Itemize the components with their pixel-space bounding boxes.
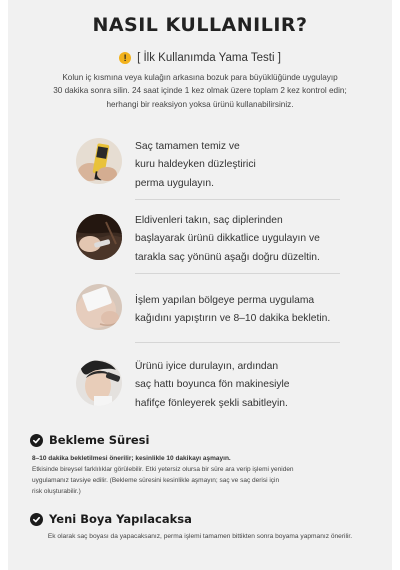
hair-root-application-image	[76, 214, 122, 260]
step-line: perma uygulayın.	[135, 177, 214, 189]
detail-line: Etkisinde bireysel farklılıklar görülebilir. Etki yetersiz olursa bir süre ara verip işlemi yeniden	[32, 466, 294, 473]
product-tube-image	[76, 138, 122, 184]
step-line: kağıdını yapıştırın ve 8–10 dakika bekletin.	[135, 313, 331, 325]
intro-line: Kolun iç kısmına veya kulağın arkasına bozuk para büyüklüğünde uygulayıp	[62, 73, 338, 82]
divider	[135, 199, 340, 200]
blow-dry-image	[76, 360, 122, 406]
perm-paper-image	[76, 284, 122, 330]
intro-line: 30 dakika sonra silin. 24 saat içinde 1 kez olmak üzere toplam 2 kez kontrol edin;	[53, 86, 347, 96]
waiting-time-details	[32, 465, 372, 497]
step-line: Ürünü iyice durulayın, ardından	[135, 361, 279, 372]
step-line: Saç tamamen temiz ve	[135, 141, 240, 152]
check-circle-icon	[30, 434, 43, 447]
step-line: kuru haldeyken düzleştirici	[135, 159, 256, 171]
divider	[135, 342, 340, 343]
patch-test-label: [ İlk Kullanımda Yama Testi ]	[137, 52, 281, 64]
waiting-time-title: Bekleme Süresi	[49, 433, 150, 447]
intro-line: herhangi bir reaksiyon yoksa ürünü kullanabilirsiniz.	[106, 99, 294, 109]
step-line: Eldivenleri takın, saç diplerinden	[135, 215, 283, 226]
patch-test-instructions	[24, 71, 376, 111]
step-4-text	[135, 358, 375, 413]
detail-line: risk oluşturabilir.)	[32, 487, 81, 495]
waiting-time-warning: 8–10 dakika bekletilmesi önerilir; kesinlikle 10 dakikayı aşmayın.	[32, 455, 231, 462]
step-line: hafifçe fönleyerek şekli sabitleyin.	[135, 397, 288, 409]
waiting-time-heading	[30, 433, 149, 447]
divider	[135, 273, 340, 274]
new-dye-title: Yeni Boya Yapılacaksa	[49, 512, 192, 526]
warning-icon: !	[119, 52, 131, 64]
step-line: İşlem yapılan bölgeye perma uygulama	[135, 295, 315, 306]
step-2-text	[135, 212, 375, 267]
patch-test-heading	[0, 52, 400, 64]
new-dye-text: Ek olarak saç boyası da yapacaksanız, perma işlemi tamamen bittikten sonra boyama yapmanız önerilir.	[47, 533, 353, 540]
detail-line: uygulamanız tavsiye edilir. (Bekleme süresini kesinlikle aşmayın; saç ve saç derisi için	[32, 476, 280, 484]
step-line: saç hattı boyunca fön makinesiyle	[135, 379, 290, 391]
check-circle-icon	[30, 513, 43, 526]
step-1-text	[135, 138, 375, 193]
step-line: başlayarak ürünü dikkatlice uygulayın ve	[135, 233, 320, 245]
new-dye-heading	[30, 512, 192, 526]
step-line: tarakla saç yönünü aşağı doğru düzeltin.	[135, 251, 320, 263]
step-3-text	[135, 292, 375, 329]
page-title: NASIL KULLANILIR?	[92, 14, 308, 36]
